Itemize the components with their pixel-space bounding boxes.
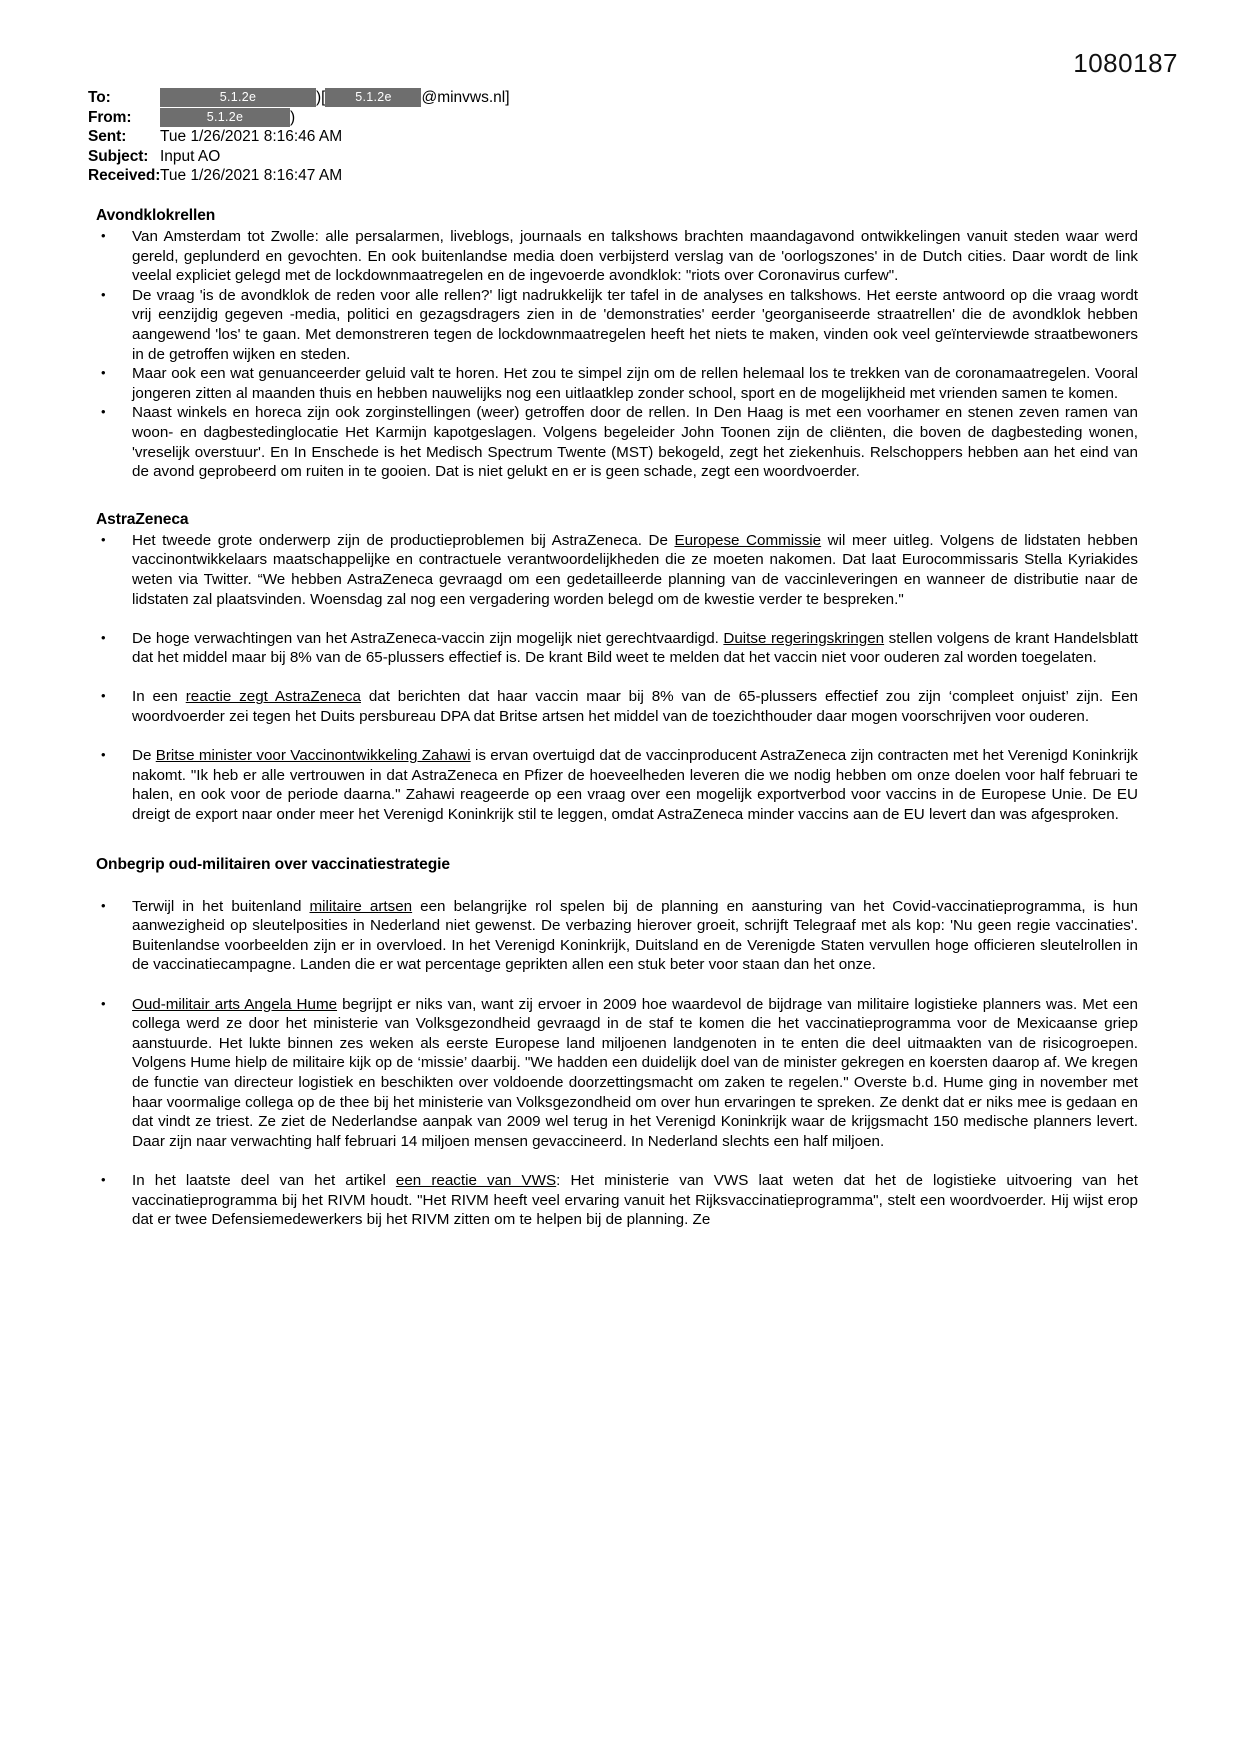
redaction-box: 5.1.2e bbox=[160, 108, 290, 127]
body-text: wil meer uitleg. Volgens de lidstaten hebben vaccinontwikkelaars maatschappelijke en contractuele verantwoordelijkheden die ze moeten nakomen. Dat laat Eurocommissaris Stella Kyriakides weten via Twitter. “We hebben AstraZeneca gevraagd om een gedetailleerde planning van de vaccinleveringen en wanneer de distributie naar de lidstaten zal plaatsvinden. Woensdag zal nog een vergadering worden belegd om de kwestie verder te bespreken." bbox=[132, 531, 1138, 608]
email-header-row-subject bbox=[88, 147, 848, 167]
list-item bbox=[96, 1171, 1138, 1230]
list-item bbox=[96, 687, 1138, 726]
bullet-list bbox=[96, 227, 1138, 482]
body-text: In het laatste deel van het artikel bbox=[132, 1171, 396, 1189]
email-header bbox=[88, 88, 848, 186]
list-item bbox=[96, 531, 1138, 609]
body-text: Terwijl in het buitenland bbox=[132, 897, 310, 915]
email-header-row-to bbox=[88, 88, 848, 108]
section-heading: AstraZeneca bbox=[96, 510, 189, 528]
underlined-text: militaire artsen bbox=[309, 897, 413, 915]
list-item bbox=[96, 897, 1138, 975]
email-label-received: Received: bbox=[88, 167, 161, 184]
list-item bbox=[96, 629, 1138, 668]
underlined-text: Europese Commissie bbox=[674, 531, 822, 549]
body-text: stellen volgens de krant Handelsblatt dat het middel maar bij 8% van de 65-plussers effectief is. De krant Bild weet te melden dat het vaccin niet voor ouderen zal worden toegelaten. bbox=[132, 629, 1139, 667]
section-heading: Avondklokrellen bbox=[96, 207, 216, 224]
section-heading: Onbegrip oud-militairen over vaccinatiestrategie bbox=[96, 855, 450, 873]
email-label-to: To: bbox=[88, 89, 111, 106]
bullet-list bbox=[96, 897, 1138, 1230]
list-item: • Maar ook een wat genuanceerder geluid valt te horen. Het zou te simpel zijn om de rellen helemaal los te trekken van de coronamaatregelen. Vooral jongeren zitten al maanden thuis en hebben nauwelijks nog een uitlaatklep zonder school, sport en de mogelijkheid met vrienden samen te komen. bbox=[96, 364, 1138, 403]
list-item bbox=[96, 746, 1138, 824]
email-header-row-sent bbox=[88, 127, 848, 147]
email-value-subject: Input AO bbox=[160, 147, 221, 165]
email-value-from bbox=[160, 108, 848, 128]
section-onbegrip-oud-militairen bbox=[96, 855, 1138, 1230]
document-id-number: 1080187 bbox=[1073, 48, 1178, 78]
bullet-list bbox=[96, 531, 1138, 825]
body-text: Het tweede grote onderwerp zijn de productieproblemen bij AstraZeneca. De bbox=[132, 531, 675, 549]
list-item: • Naast winkels en horeca zijn ook zorginstellingen (weer) getroffen door de rellen. In Den Haag is met een voorhamer en stenen zeven ramen van woon- en dagbestedinglocatie Het Karmijn kapotgeslagen. Volgens begeleider John Toonen zijn de cliënten, die boven de dagbesteding wonen, 'vreselijk overstuur'. En In Enschede is het Medisch Spectrum Twente (MST) bekogeld, zegt het ziekenhuis. Relschoppers hebben aan het eind van de avond geprobeerd om ruiten in te gooien. Dat is niet gelukt en er is geen schade, zegt een woordvoerder. bbox=[96, 403, 1138, 481]
list-item: • De vraag 'is de avondklok de reden voor alle rellen?' ligt nadrukkelijk ter tafel in de analyses en talkshows. Het eerste antwoord op die vraag wordt vrij eenzijdig gegeven -media, politici en gezagsdragers zien in de 'demonstraties' eerder 'georganiseerde straatrellen' die de avondklok hebben aangewend 'los' te gaan. Met demonstreren tegen de lockdownmaatregelen heeft het niets te maken, vinden ook veel geïnterviewde straatbewoners in de getroffen wijken en steden. bbox=[96, 286, 1138, 364]
email-value-received: Tue 1/26/2021 8:16:47 AM bbox=[160, 167, 343, 184]
body-text: is ervan overtuigd dat de vaccinproducent AstraZeneca zijn contracten met het Verenigd Koninkrijk nakomt. "Ik heb er alle vertrouwen in dat AstraZeneca en Pfizer de hoeveelheden leveren die we nodig hebben om onze doelen voor half februari te halen, en ook voor de periode daarna." Zahawi reageerde op een vraag over een mogelijk exportverbod voor vaccins in de Europese Unie. De EU dreigt de export naar onder meer het Verenigd Koninkrijk stil te leggen, omdat AstraZeneca minder vaccins aan de EU levert dan was afgesproken. bbox=[132, 747, 1138, 824]
email-label-sent: Sent: bbox=[88, 128, 127, 145]
body-text: begrijpt er niks van, want zij ervoer in 2009 hoe waardevol de bijdrage van militaire logistieke planners was. Met een collega werd ze door het ministerie van Volksgezondheid gevraagd in de staf te komen die het vaccinatieprogramma voor de Mexicaanse griep aanstuurde. Het lukte binnen zes weken als eerste Europese land miljoenen landgenoten in te enten die deel uitmaakten van de risicogroepen. Volgens Hume hielp de militaire kijk op de ‘missie’ daarbij. "We hadden een duidelijk doel van de minister gekregen en koersten daarop af. We kregen de functie van directeur logistiek en beschikten over voldoende doorzettingsmacht om zaken te regelen." Overste b.d. Hume ging in november met haar voormalige collega op de thee bij het ministerie van Volksgezondheid om over hun ervaringen te spreken. Ze denkt dat er niks mee is gedaan en dat vindt ze triest. Ze ziet de Nederlandse aanpak van 2009 wel terug in het Verenigd Koninkrijk waar de krijgsmacht 150 medische planners levert. Daar zijn naar verwachting half februari 14 miljoen mensen gevaccineerd. In Nederland slechts een half miljoen. bbox=[132, 995, 1138, 1150]
redaction-box: 5.1.2e bbox=[325, 88, 421, 107]
list-item bbox=[96, 995, 1138, 1152]
email-value-sent: Tue 1/26/2021 8:16:46 AM bbox=[160, 128, 343, 145]
email-value-to bbox=[160, 88, 848, 108]
underlined-text: Oud-militair arts Angela Hume bbox=[132, 995, 338, 1013]
email-header-row-from bbox=[88, 108, 848, 128]
underlined-text: reactie zegt AstraZeneca bbox=[185, 688, 361, 706]
document-body bbox=[96, 206, 1138, 1230]
body-text: : Het ministerie van VWS laat weten dat het de logistieke uitvoering van het vaccinatieprogramma bij het RIVM houdt. "Het RIVM heeft veel ervaring vanuit het Rijksvaccinatieprogramma", stelt een woordvoerder. Hij wijst erop dat er twee Defensiemedewerkers bij het RIVM zitten om te helpen bij de planning. Ze bbox=[132, 1171, 1138, 1229]
email-label-subject: Subject: bbox=[88, 147, 149, 165]
to-domain-text: @minvws.nl] bbox=[421, 89, 510, 106]
underlined-text: Britse minister voor Vaccinontwikkeling Zahawi bbox=[155, 747, 471, 765]
body-text: dat berichten dat haar vaccin maar bij 8% van de 65-plussers effectief zou zijn ‘compleet onjuist’ zijn. Een woordvoerder zei tegen het Duits persbureau DPA dat Britse artsen het middel van de toezichthouder daar mogen voorschrijven voor ouderen. bbox=[132, 688, 1138, 726]
email-label-from: From: bbox=[88, 108, 132, 126]
to-separator-1: )[ bbox=[316, 89, 326, 106]
list-item: • Van Amsterdam tot Zwolle: alle persalarmen, liveblogs, journaals en talkshows brachten maandagavond ontwikkelingen vanuit steden waar werd gereld, geplunderd en gevochten. En ook buitenlandse media doen verbijsterd verslag van de 'oorlogszones' in de Dutch cities. Daar wordt de link veelal expliciet gelegd met de lockdownmaatregelen en de ingevoerde avondklok: "riots over Coronavirus curfew". bbox=[96, 227, 1138, 286]
body-text: De bbox=[132, 747, 156, 765]
email-header-row-received bbox=[88, 166, 848, 186]
body-text: In een bbox=[132, 688, 186, 706]
redaction-box: 5.1.2e bbox=[160, 88, 316, 107]
section-astrazeneca bbox=[96, 510, 1138, 825]
from-separator: ) bbox=[290, 108, 296, 126]
body-text: De hoge verwachtingen van het AstraZeneca-vaccin zijn mogelijk niet gerechtvaardigd. bbox=[132, 629, 724, 647]
section-avondklokrellen bbox=[96, 206, 1138, 482]
underlined-text: een reactie van VWS bbox=[395, 1171, 557, 1189]
body-text: een belangrijke rol spelen bij de planning en aansturing van het Covid-vaccinatieprogramma, is hun aanwezigheid op sleutelposities in Nederland niet gewenst. De verbazing hierover groeit, schrijft Telegraaf met als kop: 'Nu geen regie vaccinaties'. Buitenlandse voorbeelden zijn er in overvloed. In het Verenigd Koninkrijk, Duitsland en de Verenigde Staten vervullen hoge officieren sleutelrollen in de vaccinatiecampagne. Landen die er wat percentage geprikten allen een stuk beter voor staan dan het onze. bbox=[132, 897, 1138, 974]
underlined-text: Duitse regeringskringen bbox=[723, 629, 885, 647]
